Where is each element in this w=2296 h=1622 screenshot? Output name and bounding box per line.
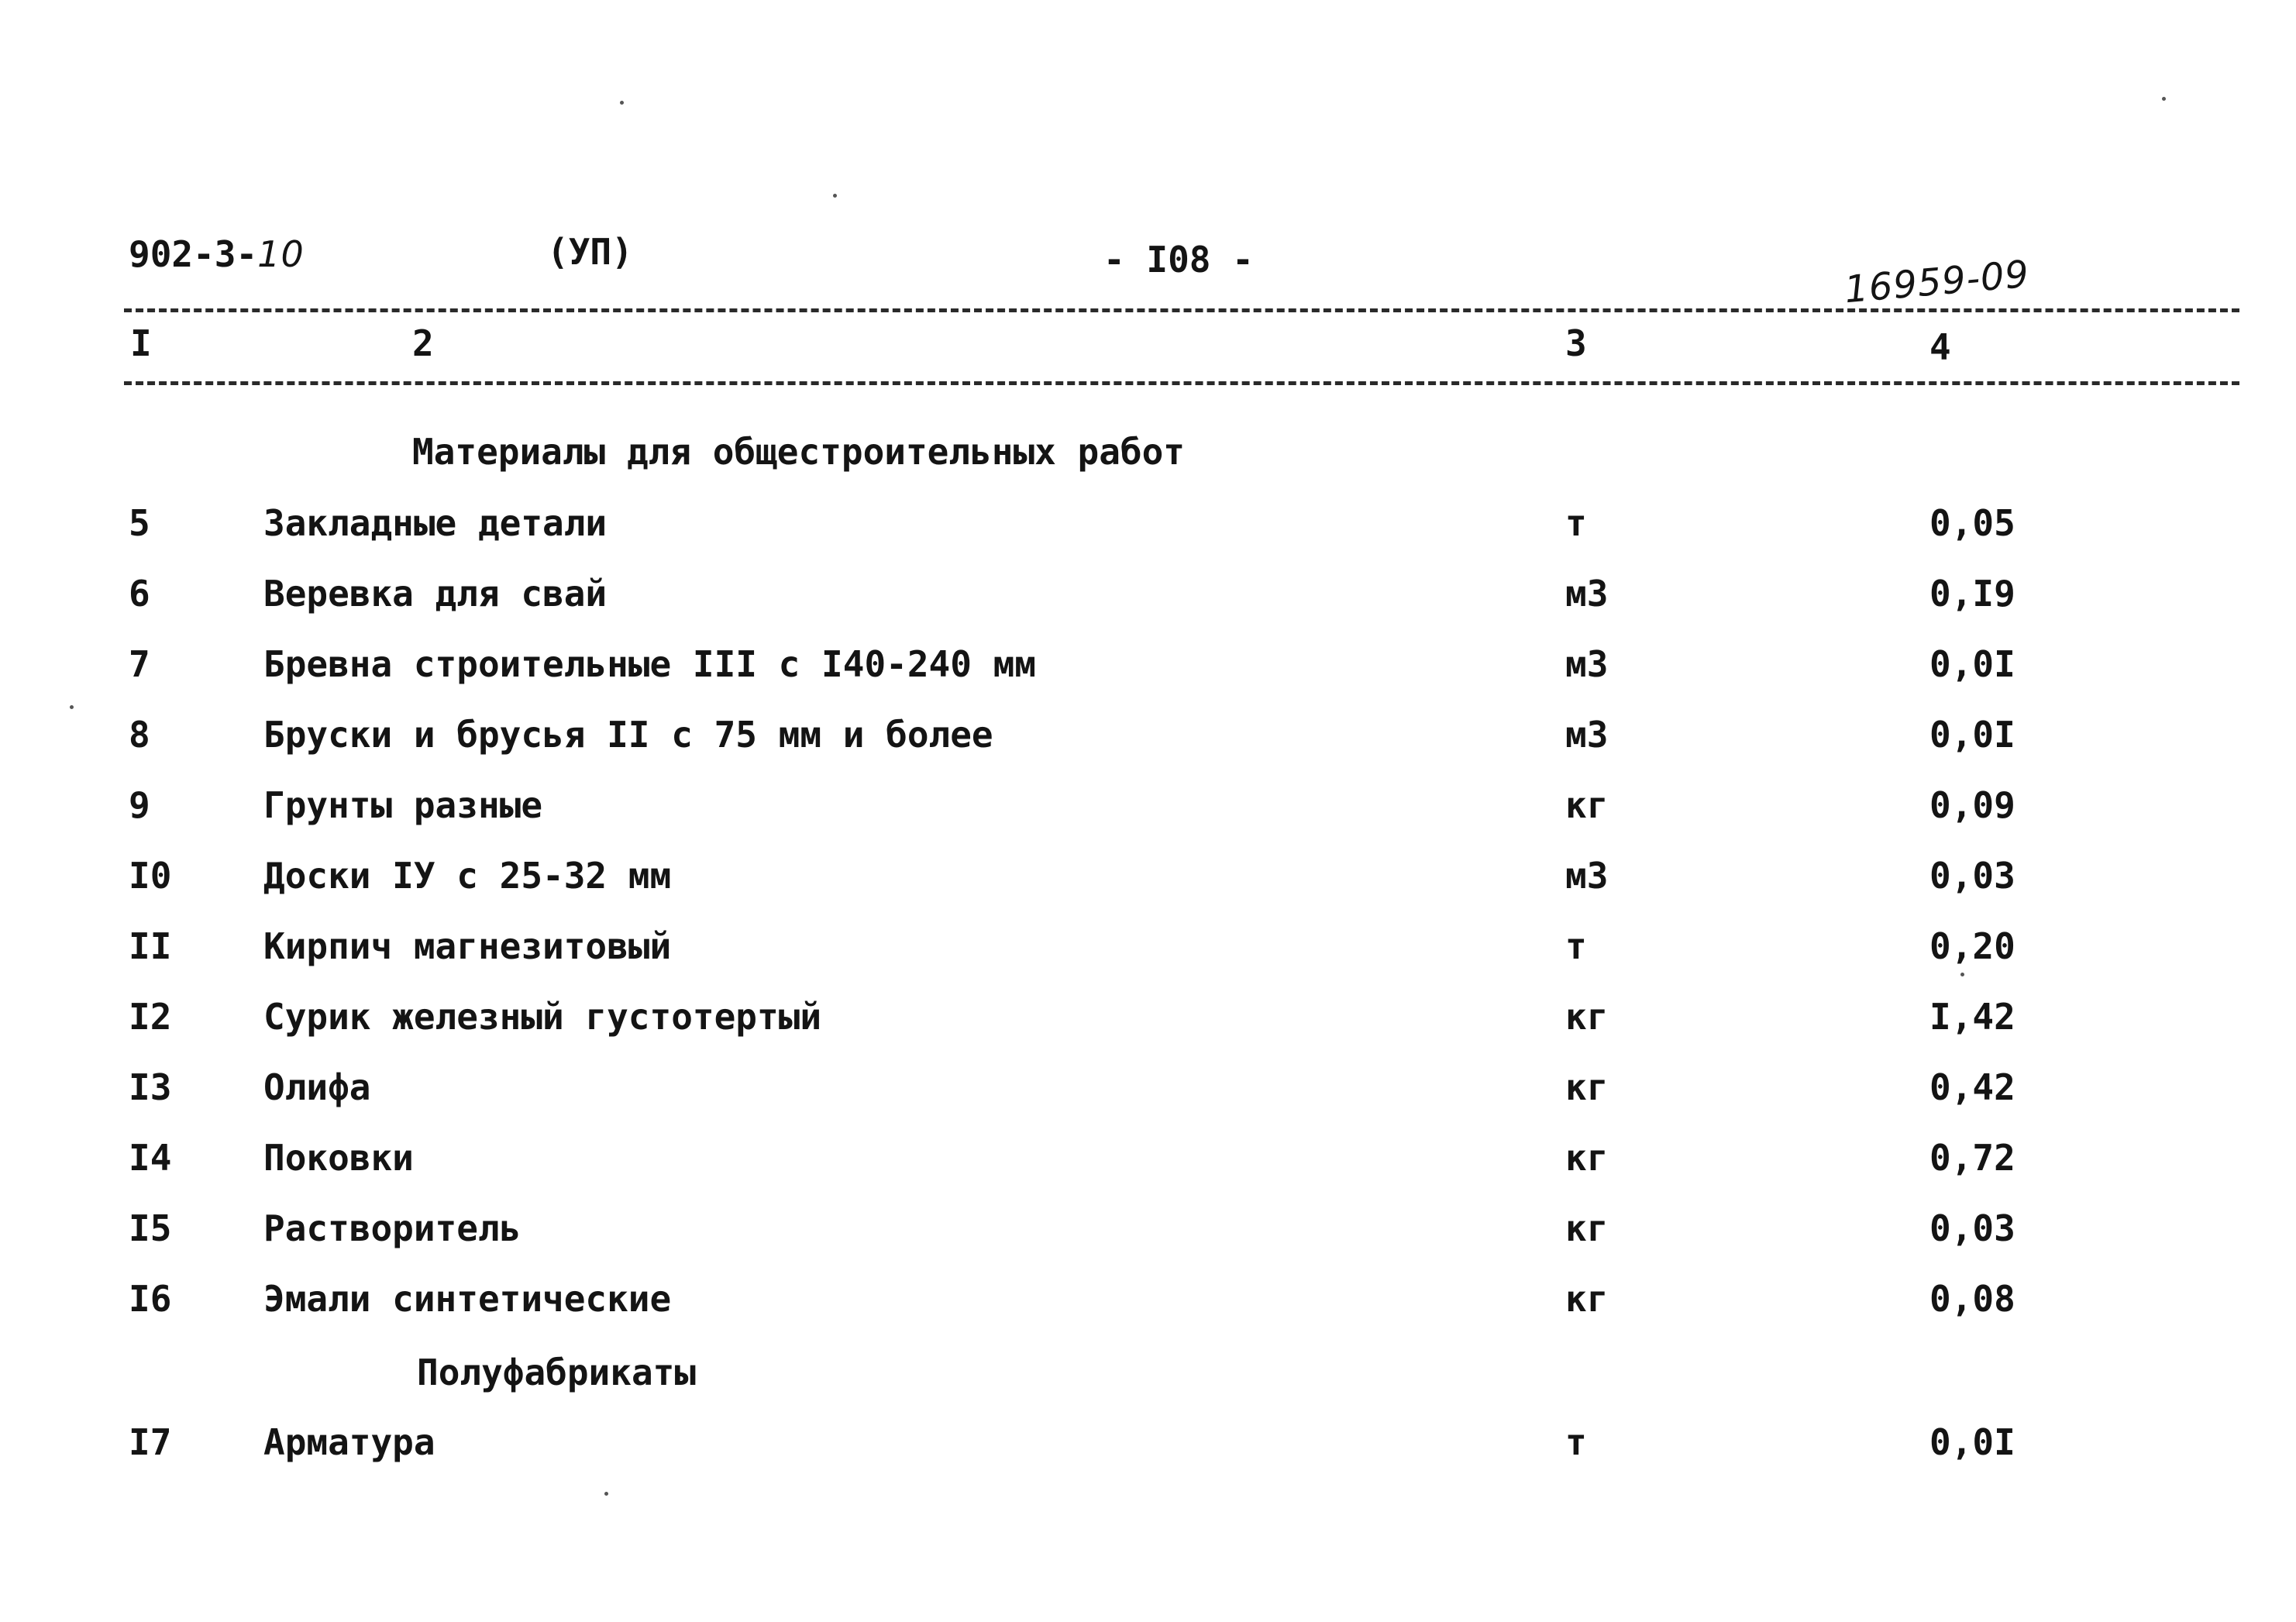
row-unit: кг bbox=[1565, 784, 1609, 826]
document-code-prefix: 902-3- bbox=[129, 233, 258, 275]
document-code bbox=[129, 233, 305, 275]
table-row bbox=[0, 1207, 2296, 1257]
handwritten-reference: 16959-09 bbox=[1843, 252, 2032, 312]
row-number: I0 bbox=[129, 855, 172, 897]
row-name: Веревка для свай bbox=[263, 573, 608, 615]
row-quantity: 0,05 bbox=[1929, 502, 2015, 544]
column-number-3: 3 bbox=[1565, 322, 1587, 364]
row-name: Арматура bbox=[263, 1421, 435, 1463]
scan-speck bbox=[2162, 97, 2166, 101]
row-number: I5 bbox=[129, 1207, 172, 1249]
scan-speck bbox=[604, 1492, 608, 1496]
row-number: 5 bbox=[129, 502, 150, 544]
column-number-1: I bbox=[130, 322, 152, 364]
row-quantity: 0,0I bbox=[1929, 1421, 2015, 1463]
row-quantity: 0,03 bbox=[1929, 855, 2015, 897]
scan-speck bbox=[70, 705, 74, 709]
row-unit: кг bbox=[1565, 1278, 1609, 1320]
page-number: - I08 - bbox=[1103, 239, 1254, 281]
column-number-2: 2 bbox=[412, 322, 434, 364]
row-number: 8 bbox=[129, 714, 150, 756]
row-name: Бруски и брусья II с 75 мм и более bbox=[263, 714, 993, 756]
row-unit: т bbox=[1565, 925, 1587, 967]
row-number: II bbox=[129, 925, 172, 967]
row-name: Кирпич магнезитовый bbox=[263, 925, 672, 967]
table-row bbox=[0, 714, 2296, 763]
section-title: Материалы для общестроительных работ bbox=[412, 431, 1185, 473]
issue-label: (УП) bbox=[547, 231, 633, 273]
row-quantity: 0,0I bbox=[1929, 643, 2015, 685]
row-name: Закладные детали bbox=[263, 502, 608, 544]
scan-speck bbox=[833, 194, 837, 198]
row-name: Доски IУ с 25-32 мм bbox=[263, 855, 672, 897]
table-row bbox=[0, 573, 2296, 622]
row-number: I7 bbox=[129, 1421, 172, 1463]
row-number: I6 bbox=[129, 1278, 172, 1320]
row-quantity: 0,72 bbox=[1929, 1137, 2015, 1179]
section-title: Полуфабрикаты bbox=[417, 1352, 697, 1393]
row-unit: м3 bbox=[1565, 573, 1609, 615]
row-name: Растворитель bbox=[263, 1207, 522, 1249]
table-row bbox=[0, 1278, 2296, 1328]
row-unit: т bbox=[1565, 1421, 1587, 1463]
row-unit: м3 bbox=[1565, 855, 1609, 897]
row-unit: кг bbox=[1565, 1066, 1609, 1108]
document-code-handwritten: 10 bbox=[257, 233, 305, 275]
header-rule-bottom bbox=[124, 381, 2239, 385]
table-row bbox=[0, 1421, 2296, 1471]
row-number: I2 bbox=[129, 996, 172, 1038]
row-quantity: I,42 bbox=[1929, 996, 2015, 1038]
row-unit: кг bbox=[1565, 996, 1609, 1038]
row-name: Олифа bbox=[263, 1066, 371, 1108]
table-row bbox=[0, 502, 2296, 552]
header-rule-top bbox=[124, 308, 2239, 312]
row-number: 7 bbox=[129, 643, 150, 685]
column-number-4: 4 bbox=[1929, 326, 1951, 368]
row-quantity: 0,03 bbox=[1929, 1207, 2015, 1249]
row-name: Сурик железный густотертый bbox=[263, 996, 822, 1038]
row-number: 6 bbox=[129, 573, 150, 615]
row-unit: кг bbox=[1565, 1137, 1609, 1179]
table-row bbox=[0, 784, 2296, 834]
table-row bbox=[0, 1066, 2296, 1116]
row-quantity: 0,0I bbox=[1929, 714, 2015, 756]
table-row bbox=[0, 1137, 2296, 1186]
row-name: Грунты разные bbox=[263, 784, 543, 826]
row-unit: т bbox=[1565, 502, 1587, 544]
row-quantity: 0,08 bbox=[1929, 1278, 2015, 1320]
row-quantity: 0,09 bbox=[1929, 784, 2015, 826]
scan-speck bbox=[620, 101, 624, 105]
table-row bbox=[0, 855, 2296, 904]
table-row bbox=[0, 925, 2296, 975]
row-unit: кг bbox=[1565, 1207, 1609, 1249]
row-number: 9 bbox=[129, 784, 150, 826]
row-quantity: 0,42 bbox=[1929, 1066, 2015, 1108]
row-number: I4 bbox=[129, 1137, 172, 1179]
table-row bbox=[0, 643, 2296, 693]
table-row bbox=[0, 996, 2296, 1045]
row-quantity: 0,I9 bbox=[1929, 573, 2015, 615]
row-name: Эмали синтетические bbox=[263, 1278, 672, 1320]
row-quantity: 0,20 bbox=[1929, 925, 2015, 967]
row-name: Бревна строительные III с I40-240 мм bbox=[263, 643, 1036, 685]
row-name: Поковки bbox=[263, 1137, 414, 1179]
row-number: I3 bbox=[129, 1066, 172, 1108]
row-unit: м3 bbox=[1565, 643, 1609, 685]
scan-speck bbox=[1960, 973, 1964, 976]
row-unit: м3 bbox=[1565, 714, 1609, 756]
